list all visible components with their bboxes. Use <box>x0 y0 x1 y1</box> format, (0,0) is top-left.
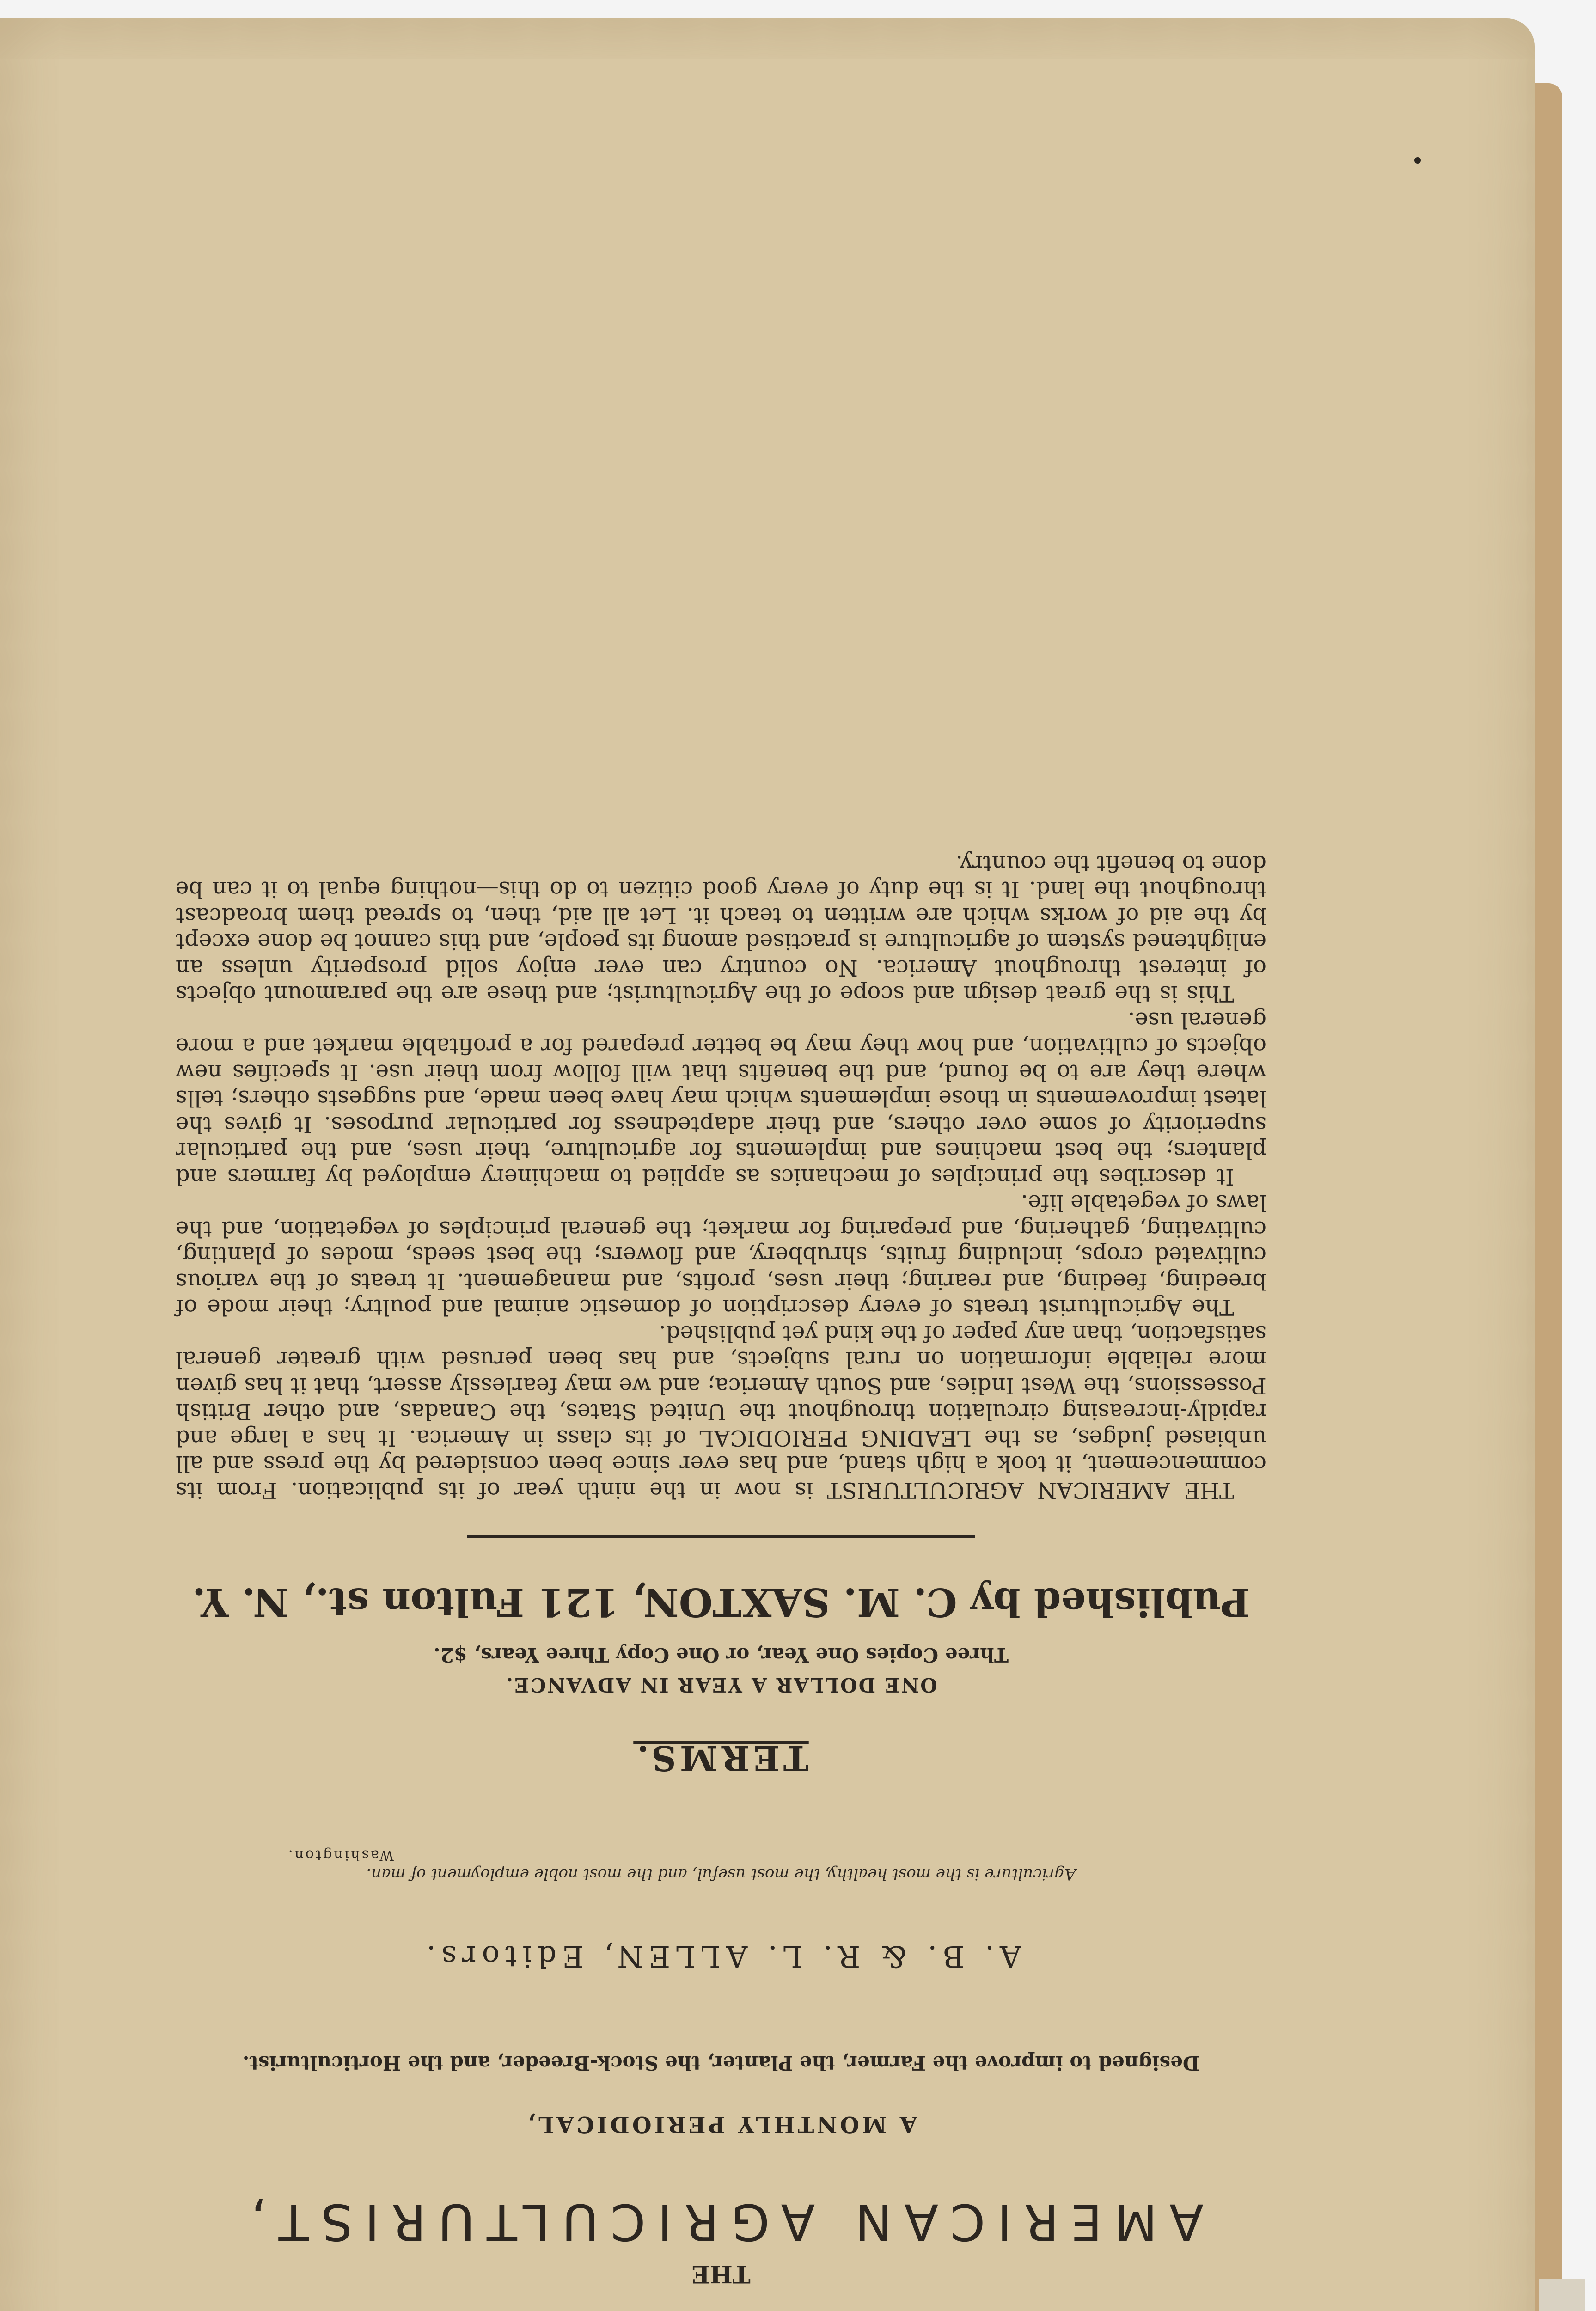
body-paragraph: This is the great design and scope of the Agriculturist; and these are the paramount objects of interest throughout America. No country can ever enjoy solid prosperity unless an enlightened system of agriculture is practised among its people, and this cannot be done except by the aid of works which are written to teach it. Let all aid, then, to spread them broadcast throughout the land. It is the duty of every good citizen to do this—nothing equal to it can be done to benefit the country. <box>176 850 1266 1007</box>
body-paragraph: The Agriculturist treats of every description of domestic animal and poultry; their mode of breeding, feeding, and rearing; their uses, profits, and management. It treats of the various cultivated crops, including fruits, shrubbery, and flowers; the best seeds, modes of planting, cultivating, gathering, and preparing for market; the general principles of vegetation, and the laws of vegetable life. <box>176 1190 1266 1321</box>
page-edge-tab <box>1539 2279 1585 2311</box>
motto-quote: Agriculture is the most healthy, the most useful, and the most noble employment of man. <box>366 1865 1076 1883</box>
motto-attribution: Washington. <box>287 1847 394 1863</box>
masthead-title: AMERICAN AGRICULTURIST, <box>238 2193 1204 2250</box>
header-the: THE <box>691 2260 751 2288</box>
divider-rule <box>467 1535 975 1538</box>
body-paragraph: It describes the principles of mechanics as applied to machinery employed by farmers and planters; the best machines and implements for agriculture, their uses, and the particular superiority of some over others, and their adaptedness for particular purposes. It gives the latest improvements in those implements which may have been made, and suggests others; tells where they are to be found, and the benefits that will follow from their use. It specifies new objects of cultivation, and how they may be better prepared for a profitable market and a more general use. <box>176 1007 1266 1190</box>
terms-heading: TERMS. <box>633 1738 809 1778</box>
body-text <box>176 850 1266 1504</box>
subscription-price: ONE DOLLAR A YEAR IN ADVANCE. <box>505 1674 937 1696</box>
subscription-offer: Three Copies One Year, or One Copy Three Years, $2. <box>433 1644 1009 1666</box>
body-paragraph: THE AMERICAN AGRICULTURIST is now in the ninth year of its publication. From its commencement, it took a high stand, and has ever since been considered by the press and all unbiased judges, as the LEADING PERIODICAL of its class in America. It has a large and rapidly-increasing circulation throughout the United States, the Canadas, and other British Possessions, the West Indies, and South America; and we may fearlessly assert, that it has given more reliable information on rural subjects, and has been perused with greater general satisfaction, than any paper of the kind yet published. <box>176 1321 1266 1503</box>
masthead-subtitle: A MONTHLY PERIODICAL, <box>525 2111 917 2137</box>
publisher-line: Published by C. M. SAXTON, 121 Fulton st., N. Y. <box>192 1579 1250 1625</box>
editors-line: A. B. & R. L. ALLEN, Editors. <box>421 1939 1021 1973</box>
masthead-description: Designed to improve the Farmer, the Planter, the Stock-Breeder, and the Horticulturist. <box>242 2052 1200 2074</box>
scanned-page <box>0 18 1535 2311</box>
upside-down-text-block <box>176 434 1266 2306</box>
ink-spot <box>1414 157 1421 164</box>
